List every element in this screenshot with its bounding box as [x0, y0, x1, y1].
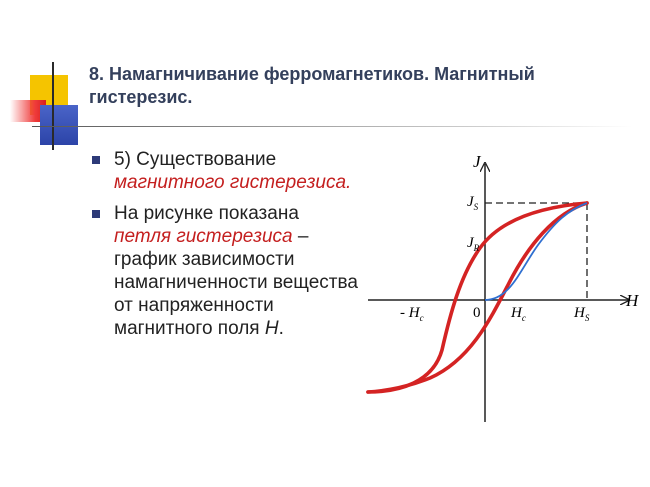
js-label: $J_S$ [467, 194, 479, 212]
bullet-square-icon [92, 156, 100, 164]
j-axis-label: J [473, 152, 481, 171]
bullet1-highlight: магнитного гистерезиса. [114, 172, 352, 193]
title-underline [32, 126, 632, 127]
bullet1-text: 5) Существование [114, 149, 277, 170]
slide-title: 8. Намагничивание ферромагнетиков. Магнитный гистерезис. [89, 64, 535, 107]
hs-label: $H_S$ [574, 305, 590, 323]
bullet2-end: . [278, 318, 284, 339]
hysteresis-diagram [360, 150, 645, 430]
hysteresis-loop-upper-branch [368, 203, 587, 392]
bullet2-italic-h: H [264, 318, 279, 339]
origin-label: 0 [473, 305, 481, 321]
decor-blue-square [40, 105, 78, 145]
hysteresis-loop-lower-branch [368, 203, 587, 392]
bullet2-prefix: На рисунке показана [114, 203, 299, 224]
jr-label: $J_R$ [467, 235, 480, 253]
neg-hc-label: - $H_c$ [400, 305, 424, 323]
initial-magnetization-curve [485, 203, 587, 300]
bullet-item-1 [92, 148, 360, 194]
bullet-square-icon [92, 210, 100, 218]
bullet2-suffix: – график зависимости намагниченности вещества от напряженности магнитного поля [114, 226, 358, 339]
h-axis-label: H [626, 291, 639, 310]
hc-label: $H_c$ [511, 305, 526, 323]
decor-vertical-line [52, 62, 54, 150]
bullet-item-2 [92, 202, 360, 340]
bullet2-highlight: петля гистерезиса [114, 226, 293, 247]
bullet-list [92, 148, 360, 348]
